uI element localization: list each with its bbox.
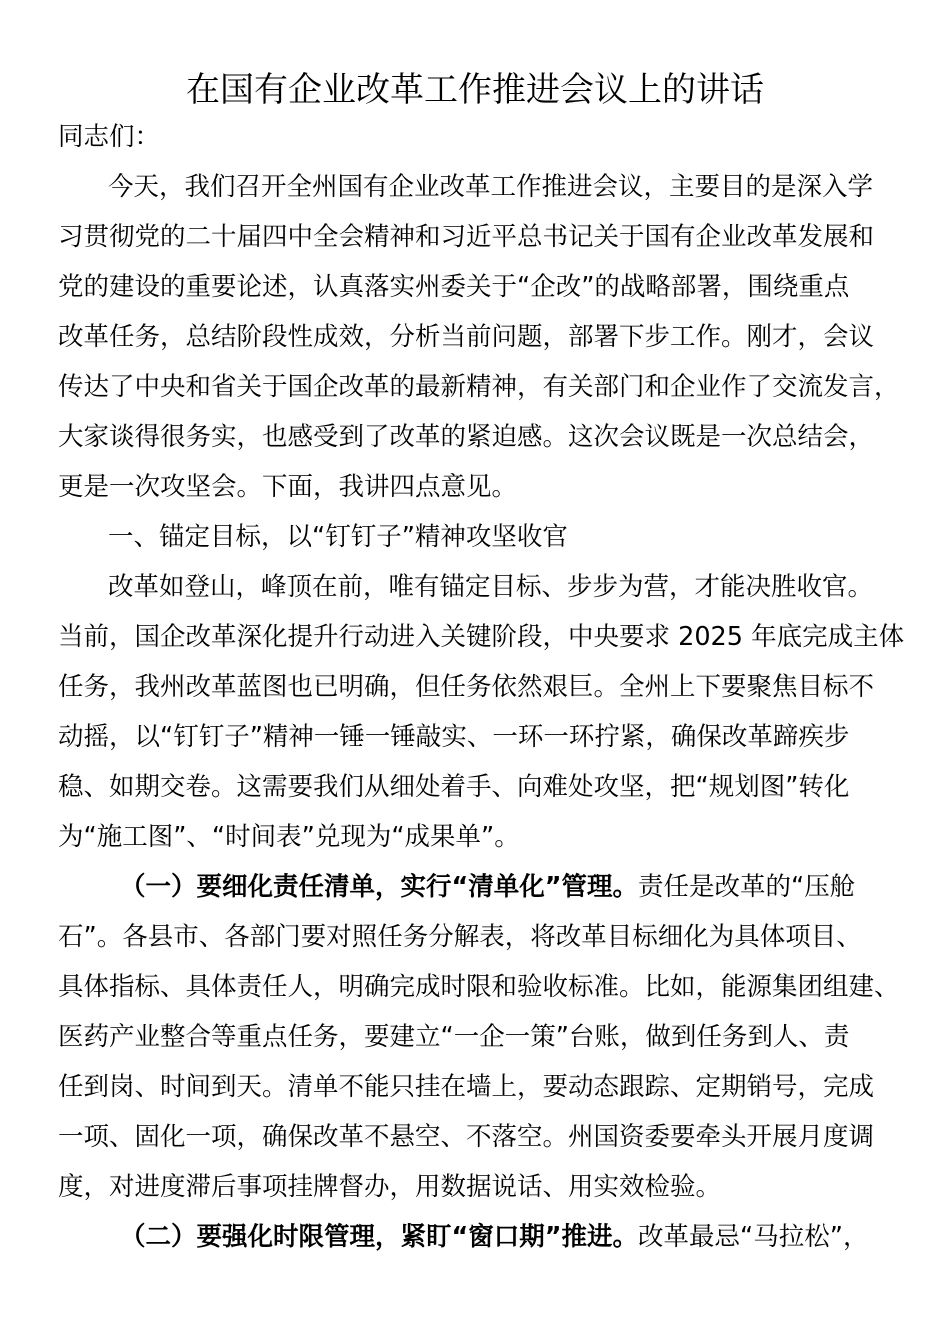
subsection-1-paragraph <box>120 867 855 907</box>
document-title: 在国有企业改革工作推进会议上的讲话 <box>186 70 764 110</box>
subsection-2-text: 改革最忌“马拉松”， <box>638 1222 869 1252</box>
text-line: 一项、固化一项，确保改革不悬空、不落空。州国资委要牵头开展月度调 <box>58 1122 875 1152</box>
text-line: 任务，我州改革蓝图也已明确，但任务依然艰巨。全州上下要聚焦目标不 <box>58 672 875 702</box>
subsection-1-heading: （一）要细化责任清单，实行“清单化”管理。 <box>120 872 639 902</box>
text-line: 大家谈得很务实，也感受到了改革的紧迫感。这次会议既是一次总结会， <box>58 422 875 452</box>
text-line: 稳、如期交卷。这需要我们从细处着手、向难处攻坚，把“规划图”转化 <box>58 772 850 802</box>
text-line: 具体指标、具体责任人，明确完成时限和验收标准。比如，能源集团组建、 <box>58 972 900 1002</box>
subsection-1-text: 责任是改革的“压舱 <box>638 872 856 902</box>
section-heading-1: 一、锚定目标，以“钉钉子”精神攻坚收官 <box>108 522 568 552</box>
text-line: 今天，我们召开全州国有企业改革工作推进会议，主要目的是深入学 <box>108 172 874 202</box>
text-line: 传达了中央和省关于国企改革的最新精神，有关部门和企业作了交流发言， <box>58 372 900 402</box>
text-line: 当前，国企改革深化提升行动进入关键阶段，中央要求 2025 年底完成主体 <box>58 622 905 652</box>
text-line: 石”。各县市、各部门要对照任务分解表，将改革目标细化为具体项目、 <box>58 922 862 952</box>
text-line: 改革任务，总结阶段性成效，分析当前问题，部署下步工作。刚才，会议 <box>58 322 875 352</box>
text-line: 习贯彻党的二十届四中全会精神和习近平总书记关于国有企业改革发展和 <box>58 222 875 252</box>
text-line: 任到岗、时间到天。清单不能只挂在墙上，要动态跟踪、定期销号，完成 <box>58 1072 875 1102</box>
text-line: 动摇，以“钉钉子”精神一锤一锤敲实、一环一环拧紧，确保改革蹄疾步 <box>58 722 850 752</box>
text-line: 为“施工图”、“时间表”兑现为“成果单”。 <box>58 822 520 852</box>
text-line: 党的建设的重要论述，认真落实州委关于“企改”的战略部署，围绕重点 <box>58 272 850 302</box>
text-line: 改革如登山，峰顶在前，唯有锚定目标、步步为营，才能决胜收官。 <box>108 572 874 602</box>
text-line: 医药产业整合等重点任务，要建立“一企一策”台账，做到任务到人、责 <box>58 1022 850 1052</box>
subsection-2-heading: （二）要强化时限管理，紧盯“窗口期”推进。 <box>120 1222 639 1252</box>
text-line: 更是一次攻坚会。下面，我讲四点意见。 <box>58 472 518 502</box>
text-line: 度，对进度滞后事项挂牌督办，用数据说话、用实效检验。 <box>58 1172 722 1202</box>
salutation: 同志们： <box>58 122 161 152</box>
subsection-2-paragraph <box>120 1217 868 1257</box>
